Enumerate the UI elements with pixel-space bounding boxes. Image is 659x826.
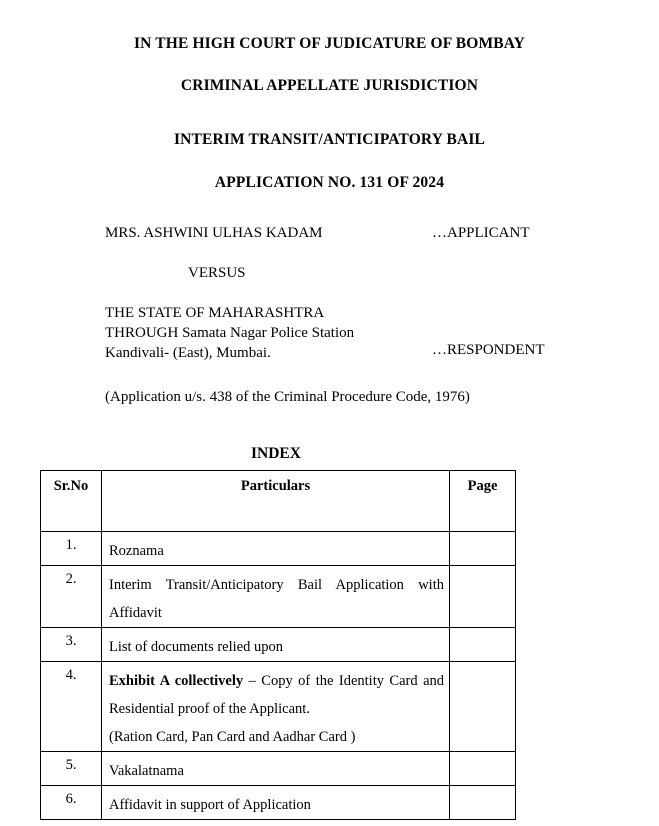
table-row — [41, 786, 516, 820]
particulars-value: List of documents relied upon — [109, 639, 283, 655]
column-header-particulars — [102, 471, 450, 532]
particulars-value: – Copy of the Identity Card and Residential proof of the Applicant. — [109, 673, 445, 717]
cell-sr-no — [41, 662, 102, 752]
particulars-bold-prefix: Exhibit A collectively — [109, 673, 244, 689]
heading-application-number: APPLICATION NO. 131 OF 2024 — [214, 173, 445, 191]
cell-particulars — [102, 662, 450, 752]
sr-no-value: 3. — [65, 633, 77, 649]
cell-page — [450, 532, 516, 566]
sr-no-value: 2. — [65, 571, 77, 587]
particulars-value: Roznama — [109, 543, 164, 559]
index-title: INDEX — [251, 445, 301, 462]
sr-no-value: 1. — [65, 537, 77, 553]
particulars-extra-line: (Ration Card, Pan Card and Aadhar Card ) — [109, 729, 356, 745]
cell-particulars — [102, 786, 450, 820]
court-heading-block — [0, 36, 659, 190]
respondent-line-3: Kandivali- (East), Mumbai. — [105, 345, 271, 361]
table-header-row — [41, 471, 516, 532]
column-header-particulars-label: Particulars — [240, 478, 311, 494]
heading-jurisdiction: CRIMINAL APPELLATE JURISDICTION — [180, 76, 479, 94]
cell-sr-no — [41, 786, 102, 820]
particulars-value-wrapper — [102, 662, 449, 723]
versus-label: VERSUS — [188, 265, 246, 281]
cell-particulars — [102, 532, 450, 566]
table-row — [41, 532, 516, 566]
cell-page — [450, 628, 516, 662]
respondent-label: …RESPONDENT — [432, 342, 545, 358]
cell-page — [450, 566, 516, 628]
cell-page — [450, 662, 516, 752]
heading-court-name: IN THE HIGH COURT OF JUDICATURE OF BOMBAY — [133, 35, 525, 52]
cell-page — [450, 752, 516, 786]
cell-particulars — [102, 566, 450, 628]
particulars-value: Vakalatnama — [109, 763, 184, 779]
parties-block — [105, 226, 565, 363]
column-header-page-label: Page — [467, 478, 498, 494]
respondent-line-2: THROUGH Samata Nagar Police Station — [105, 325, 355, 341]
cell-sr-no — [41, 628, 102, 662]
table-row — [41, 628, 516, 662]
cell-sr-no — [41, 532, 102, 566]
particulars-value: Interim Transit/Anticipatory Bail Application with Affidavit — [109, 577, 444, 621]
cell-sr-no — [41, 566, 102, 628]
respondent-line-1: THE STATE OF MAHARASHTRA — [105, 305, 325, 321]
sr-no-value: 5. — [65, 757, 77, 773]
column-header-sr-no-label: Sr.No — [53, 478, 89, 494]
particulars-value: Affidavit in support of Application — [109, 797, 311, 813]
heading-application-type: INTERIM TRANSIT/ANTICIPATORY BAIL — [173, 131, 486, 148]
table-row — [41, 752, 516, 786]
applicant-label: …APPLICANT — [432, 225, 530, 241]
sr-no-value: 6. — [65, 791, 77, 807]
column-header-page — [450, 471, 516, 532]
index-table — [40, 470, 516, 820]
application-clause: (Application u/s. 438 of the Criminal Procedure Code, 1976) — [105, 389, 470, 405]
table-row — [41, 566, 516, 628]
respondent-row — [105, 303, 565, 363]
applicant-name: MRS. ASHWINI ULHAS KADAM — [105, 225, 323, 241]
applicant-row — [105, 226, 565, 245]
sr-no-value: 4. — [65, 667, 77, 683]
cell-particulars — [102, 628, 450, 662]
cell-page — [450, 786, 516, 820]
table-row — [41, 662, 516, 752]
column-header-sr-no — [41, 471, 102, 532]
cell-particulars — [102, 752, 450, 786]
cell-sr-no — [41, 752, 102, 786]
